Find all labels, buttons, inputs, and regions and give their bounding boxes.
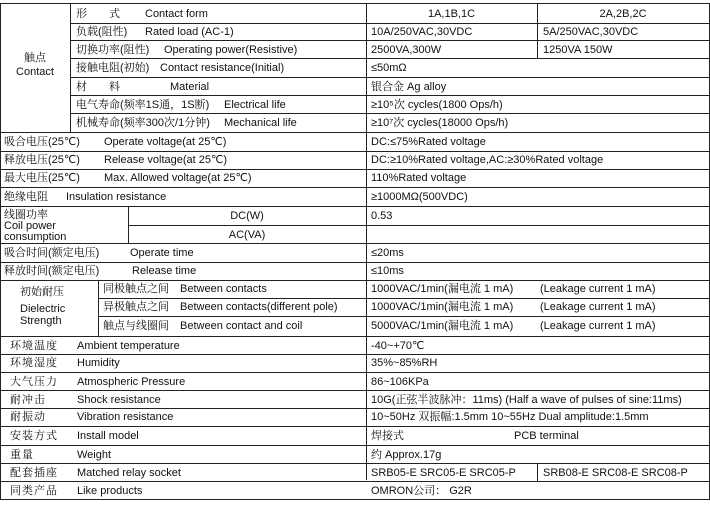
row-divider [0,408,710,409]
pressure-label-cn: 大气压力 [10,376,58,388]
electrical-life-value: ≥10⁵次 cycles(1800 Ops/h) [371,99,503,111]
contact-form-label-en: Contact form [145,8,208,20]
operate-time-value: ≤20ms [371,247,404,259]
release-time-label-cn: 释放时间(额定电压) [4,265,100,277]
row-divider [0,463,710,464]
dielectric-row-2-leakage: (Leakage current 1 mA) [540,301,656,313]
shock-label-cn: 耐冲击 [10,394,46,406]
dielectric-label-en-1: Dielectric [20,303,66,315]
contact-form-col2: 2A,2B,2C [599,8,647,20]
material-label-en: Material [170,81,210,93]
row-divider [0,354,710,355]
vibration-label-cn: 耐振动 [10,411,46,423]
table-bottom-border [0,499,710,500]
socket-label-cn: 配套插座 [10,467,58,479]
contact-resistance-value: ≤50mΩ [371,62,407,74]
column-divider [366,3,367,480]
weight-label-cn: 重量 [10,449,34,461]
release-time-value: ≤10ms [371,265,404,277]
row-divider [0,372,710,373]
weight-label-en: Weight [77,449,112,461]
humidity-label-cn: 环境湿度 [10,357,58,369]
operating-power-label-cn: 切换功率(阻性) [76,44,150,56]
vibration-label-en: Vibration resistance [77,411,174,423]
row-divider [0,151,710,152]
mechanical-life-label-cn: 机械寿命(频率300次/1分钟) [76,117,210,129]
dielectric-row-3-label-en: Between contact and coil [180,320,303,332]
operating-power-value-1: 2500VA,300W [371,44,442,56]
install-label-cn: 安装方式 [10,430,58,442]
row-divider [70,77,710,78]
column-divider [98,280,99,337]
like-products-label-cn: 同类产品 [10,485,58,497]
shock-value: 10G(正弦半波脉冲：11ms) (Half a wave of pulses of sine:11ms) [371,394,682,406]
dielectric-row-3-label-cn: 触点与线圈间 [103,320,169,332]
contact-resistance-label-cn: 接触电阻(初始) [76,62,150,74]
dielectric-row-3-value: 5000VAC/1min(漏电流 1 mA) [371,320,514,332]
ambient-temp-label-cn: 环境温度 [10,340,58,352]
mechanical-life-value: ≥10⁷次 cycles(18000 Ops/h) [371,117,509,129]
max-voltage-value: 110%Rated voltage [371,172,467,184]
operating-power-value-2: 1250VA 150W [543,44,613,56]
mechanical-life-label-en: Mechanical life [224,117,297,129]
dielectric-row-1-value: 1000VAC/1min(漏电流 1 mA) [371,283,514,295]
rated-load-value-1: 10A/250VAC,30VDC [371,26,473,38]
contact-form-col1: 1A,1B,1C [427,8,476,20]
ambient-temp-value: -40~+70℃ [371,340,425,352]
coil-power-label-cn: 线圈功率 [4,209,48,221]
coil-dc-label: DC(W) [230,210,264,222]
row-divider [70,40,710,41]
dielectric-label-cn: 初始耐压 [20,286,64,298]
row-divider [70,113,710,114]
row-divider [0,481,710,482]
pressure-value: 86~106KPa [371,376,429,388]
humidity-value: 35%~85%RH [371,357,438,369]
insulation-label-en: Insulation resistance [66,191,167,203]
contact-group-label-en: Contact [16,66,54,78]
dielectric-row-1-leakage: (Leakage current 1 mA) [540,283,656,295]
max-voltage-label-cn: 最大电压(25℃) [4,172,80,184]
row-divider [0,132,710,133]
coil-power-label-en-1: Coil power [4,220,56,232]
socket-label-en: Matched relay socket [77,467,181,479]
operate-voltage-value: DC:≤75%Rated voltage [371,136,486,148]
row-divider [70,23,710,24]
weight-value: 约 Approx.17g [371,449,442,461]
operate-time-label-cn: 吸合时间(额定电压) [4,247,100,259]
release-voltage-label-cn: 释放电压(25℃) [4,154,80,166]
dielectric-row-1-label-en: Between contacts [180,283,267,295]
coil-ac-label: AC(VA) [228,229,266,241]
row-divider [0,243,710,244]
dielectric-row-2-label-cn: 异极触点之间 [103,301,169,313]
vibration-value: 10~50Hz 双振幅:1.5mm 10~55Hz Dual amplitude:1.5mm [371,411,649,423]
operate-time-label-en: Operate time [130,247,194,259]
electrical-life-label-en: Electrical life [224,99,286,111]
operate-voltage-label-cn: 吸合电压(25℃) [4,136,80,148]
dielectric-row-2-label-en: Between contacts(different pole) [180,301,338,313]
pressure-label-en: Atmospheric Pressure [77,376,186,388]
row-divider [0,426,710,427]
dielectric-row-1-label-cn: 同极触点之间 [103,283,169,295]
socket-value-2: SRB08-E SRC08-E SRC08-P [543,467,688,479]
operate-voltage-label-en: Operate voltage(at 25℃) [104,136,227,148]
row-divider [0,187,710,188]
coil-power-label-en-2: consumption [4,231,67,243]
row-divider [0,390,710,391]
row-divider [0,445,710,446]
release-time-label-en: Release time [132,265,197,277]
contact-form-label-cn: 形 式 [76,8,120,20]
install-value-en: PCB terminal [514,430,579,442]
dielectric-label-en-2: Strength [20,315,62,327]
release-voltage-value: DC:≥10%Rated voltage,AC:≥30%Rated voltage [371,154,604,166]
install-value-cn: 焊接式 [371,430,404,442]
row-divider [70,95,710,96]
release-voltage-label-en: Release voltage(at 25℃) [104,154,228,166]
row-divider [0,206,710,207]
contact-group-label-cn: 触点 [24,52,46,64]
row-divider [0,262,710,263]
contact-resistance-label-en: Contact resistance(Initial) [160,62,285,74]
operating-power-label-en: Operating power(Resistive) [164,44,298,56]
coil-dc-value: 0.53 [371,210,393,222]
row-divider [98,298,710,299]
max-voltage-label-en: Max. Allowed voltage(at 25℃) [104,172,252,184]
rated-load-label-cn: 负载(阻性) [76,26,128,38]
dielectric-row-2-value: 1000VAC/1min(漏电流 1 mA) [371,301,514,313]
insulation-value: ≥1000MΩ(500VDC) [371,191,468,203]
rated-load-value-2: 5A/250VAC,30VDC [543,26,639,38]
like-products-value: OMRON公司： G2R [371,485,472,497]
dielectric-row-3-leakage: (Leakage current 1 mA) [540,320,656,332]
electrical-life-label-cn: 电气寿命(频率1S通，1S断) [76,99,210,111]
insulation-label-cn: 绝缘电阻 [4,191,48,203]
column-divider [70,3,71,133]
socket-value-1: SRB05-E SRC05-E SRC05-P [371,467,516,479]
column-divider [537,463,538,482]
rated-load-label-en: Rated load (AC-1) [145,26,234,38]
material-label-cn: 材 料 [76,81,120,93]
like-products-label-en: Like products [77,485,143,497]
humidity-label-en: Humidity [77,357,120,369]
row-divider [0,336,710,337]
install-label-en: Install model [77,430,139,442]
row-divider [70,58,710,59]
row-divider [0,169,710,170]
row-divider [98,316,710,317]
ambient-temp-label-en: Ambient temperature [77,340,180,352]
table-top-border [0,3,710,4]
row-divider [128,225,710,226]
row-divider [0,280,710,281]
shock-label-en: Shock resistance [77,394,161,406]
material-value: 银合金 Ag alloy [371,81,447,93]
